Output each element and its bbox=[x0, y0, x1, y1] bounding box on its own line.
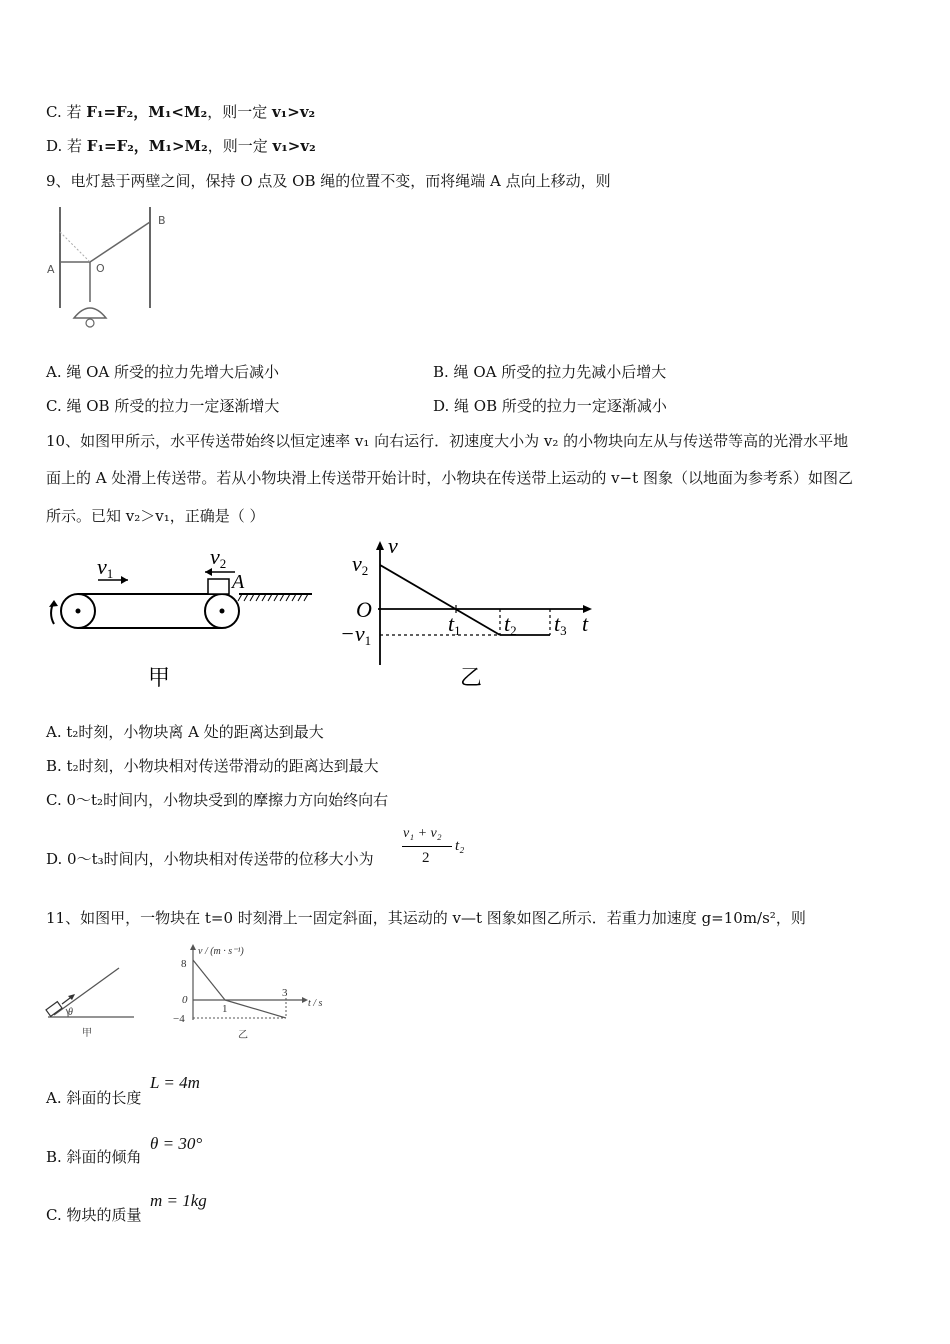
q10-jia-caption: 甲 bbox=[148, 666, 171, 691]
q10-yi-t-axis: t bbox=[582, 611, 589, 636]
q11-option-a: A. 斜面的长度 bbox=[46, 1089, 142, 1107]
q9-option-d: D. 绳 OB 所受的拉力一定逐渐减小 bbox=[433, 397, 667, 415]
svg-text:t1: t1 bbox=[448, 611, 461, 638]
q10-optd-numerator: v₁ + v₂ bbox=[403, 826, 442, 841]
q11-y-axis-label: v / (m · s⁻¹) bbox=[198, 946, 244, 957]
q10-yi-v-axis: v bbox=[388, 535, 398, 558]
q11-option-b-math: θ = 30° bbox=[150, 1134, 203, 1153]
q10-yi-v2: v bbox=[352, 551, 362, 576]
q10-yi-t1: t bbox=[448, 611, 455, 636]
svg-text:v1: v1 bbox=[97, 554, 114, 581]
q10-yi-t3: t bbox=[554, 611, 561, 636]
svg-text:v2: v2 bbox=[352, 551, 369, 578]
q9-option-a: A. 绳 OA 所受的拉力先增大后减小 bbox=[46, 363, 280, 381]
q11-jia-caption: 甲 bbox=[82, 1028, 92, 1039]
q10-optd-fraction-bar bbox=[402, 846, 452, 847]
q11-option-b: B. 斜面的倾角 bbox=[46, 1148, 142, 1166]
q11-figure-vt-graph bbox=[170, 940, 335, 1045]
q9-option-c: C. 绳 OB 所受的拉力一定逐渐增大 bbox=[46, 397, 280, 415]
q10-figure-vt-graph bbox=[330, 535, 605, 695]
q10-option-c: C. 0～t₂时间内，小物块受到的摩擦力方向始终向右 bbox=[46, 791, 389, 809]
q11-yi-caption: 乙 bbox=[238, 1030, 248, 1041]
q9-label-a: A bbox=[47, 263, 55, 276]
q11-x-axis-label: t / s bbox=[308, 998, 323, 1009]
q8-option-d: D. 若 F₁=F₂，M₁>M₂，则一定 v₁>v₂ bbox=[46, 137, 316, 155]
q10-yi-caption: 乙 bbox=[460, 666, 483, 691]
q10-yi-t2: t bbox=[504, 611, 511, 636]
q9-figure-lamp bbox=[44, 202, 174, 337]
q11-option-c: C. 物块的质量 bbox=[46, 1206, 142, 1224]
q10-optd-denominator: 2 bbox=[422, 850, 430, 866]
q11-tick-3: 3 bbox=[282, 987, 288, 999]
q11-option-a-math: L = 4m bbox=[150, 1073, 200, 1092]
q10-jia-v2: v bbox=[210, 544, 220, 569]
q10-jia-label-a: A bbox=[232, 571, 245, 593]
q10-jia-v1: v bbox=[97, 554, 107, 579]
svg-text:t2: t2 bbox=[504, 611, 517, 638]
q9-label-b: B bbox=[158, 214, 166, 227]
q9-label-o: O bbox=[96, 262, 105, 275]
q11-tick-8: 8 bbox=[181, 958, 187, 970]
q11-tick-minus4: −4 bbox=[173, 1013, 185, 1025]
q10-stem-line1: 10、如图甲所示，水平传送带始终以恒定速率 v₁ 向右运行．初速度大小为 v₂ 的小物块向左从与传送带等高的光滑水平地 bbox=[46, 432, 849, 450]
q10-stem-line2: 面上的 A 处滑上传送带。若从小物块滑上传送带开始计时，小物块在传送带上运动的 v−t 图象（以地面为参考系）如图乙 bbox=[46, 469, 853, 487]
svg-text:−v1: −v1 bbox=[340, 621, 372, 648]
svg-text:t3: t3 bbox=[554, 611, 567, 638]
q11-option-c-math: m = 1kg bbox=[150, 1191, 207, 1210]
q11-tick-0: 0 bbox=[182, 994, 188, 1006]
q11-figure-incline bbox=[44, 962, 139, 1042]
q10-option-d: D. 0～t₃时间内，小物块相对传送带的位移大小为 bbox=[46, 850, 374, 868]
q10-yi-neg-v1: −v bbox=[340, 621, 365, 646]
q9-stem: 9、电灯悬于两壁之间，保持 O 点及 OB 绳的位置不变，而将绳端 A 点向上移动，则 bbox=[46, 172, 611, 190]
q10-optd-t2: t₂ bbox=[455, 838, 465, 854]
svg-text:v2: v2 bbox=[210, 544, 227, 571]
q10-stem-line3: 所示。已知 v₂＞v₁，正确是（ ） bbox=[46, 507, 265, 525]
q11-theta-label: θ bbox=[68, 1007, 73, 1018]
q10-yi-origin: O bbox=[356, 597, 372, 622]
q10-option-b: B. t₂时刻，小物块相对传送带滑动的距离达到最大 bbox=[46, 757, 379, 775]
q11-tick-1: 1 bbox=[222, 1003, 228, 1015]
q10-figure-conveyor bbox=[40, 540, 320, 695]
q8-option-c: C. 若 F₁=F₂，M₁<M₂，则一定 v₁>v₂ bbox=[46, 103, 316, 121]
q9-option-b: B. 绳 OA 所受的拉力先减小后增大 bbox=[433, 363, 667, 381]
q10-option-a: A. t₂时刻，小物块离 A 处的距离达到最大 bbox=[46, 723, 324, 741]
q11-stem: 11、如图甲，一物块在 t=0 时刻滑上一固定斜面，其运动的 v—t 图象如图乙所示．若重力加速度 g=10m/s²，则 bbox=[46, 909, 806, 927]
